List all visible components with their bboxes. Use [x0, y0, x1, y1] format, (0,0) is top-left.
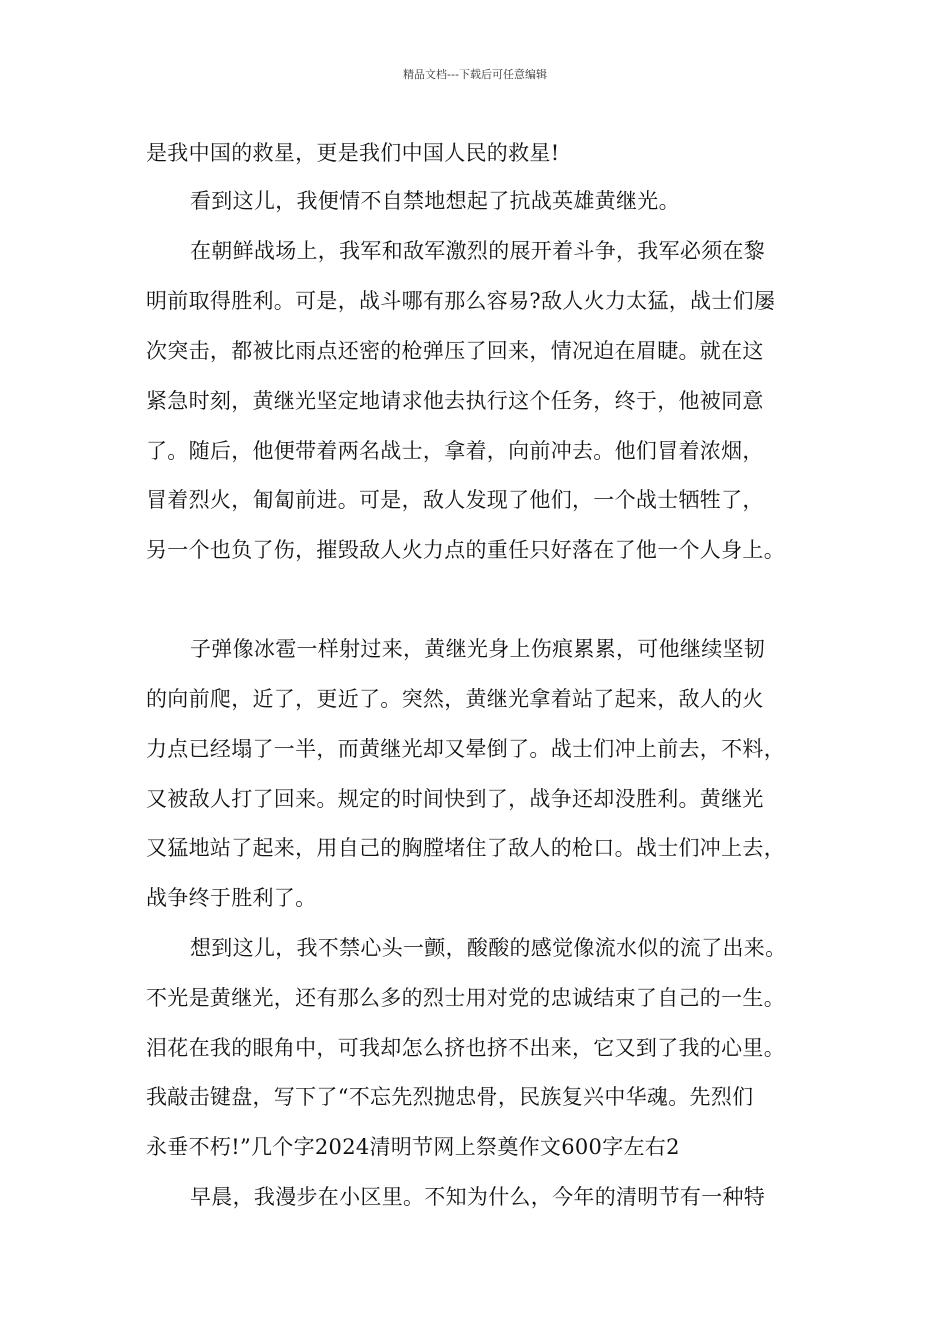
- text-line: 又被敌人打了回来。规定的时间快到了，战争还却没胜利。黄继光: [146, 787, 764, 811]
- text-line: 永垂不朽!”几个字2024清明节网上祭奠作文600字左右2: [146, 1135, 680, 1159]
- text-line: 力点已经塌了一半，而黄继光却又晕倒了。战士们冲上前去，不料，: [146, 737, 785, 761]
- text-line: 我敲击键盘，写下了“不忘先烈抛忠骨，民族复兴中华魂。先烈们: [146, 1085, 754, 1109]
- text-line: 另一个也负了伤，摧毁敌人火力点的重任只好落在了他一个人身上。: [146, 538, 785, 562]
- text-line: 子弹像冰雹一样射过来，黄继光身上伤痕累累，可他继续坚韧: [190, 637, 766, 661]
- text-line: 次突击，都被比雨点还密的枪弹压了回来，情况迫在眉睫。就在这: [146, 339, 764, 363]
- text-line: 在朝鲜战场上，我军和敌军激烈的展开着斗争，我军必须在黎: [190, 239, 766, 263]
- text-line: 紧急时刻，黄继光坚定地请求他去执行这个任务，终于，他被同意: [146, 389, 764, 413]
- text-line: 想到这儿，我不禁心头一颤，酸酸的感觉像流水似的流了出来。: [190, 936, 787, 960]
- text-line: 早晨，我漫步在小区里。不知为什么，今年的清明节有一种特: [190, 1185, 766, 1209]
- text-line: 泪花在我的眼角中，可我却怎么挤也挤不出来，它又到了我的心里。: [146, 1036, 785, 1060]
- text-line: 了。随后，他便带着两名战士，拿着，向前冲去。他们冒着浓烟，: [146, 439, 764, 463]
- page-header: 精品文档---下载后可任意编辑: [403, 68, 547, 81]
- text-line: 的向前爬，近了，更近了。突然，黄继光拿着站了起来，敌人的火: [146, 687, 764, 711]
- text-line: 又猛地站了起来，用自己的胸膛堵住了敌人的枪口。战士们冲上去，: [146, 836, 785, 860]
- text-line: 战争终于胜利了。: [146, 886, 317, 910]
- text-line: 是我中国的救星，更是我们中国人民的救星!: [146, 141, 560, 165]
- text-line: 冒着烈火，匍匐前进。可是，敌人发现了他们，一个战士牺牲了，: [146, 488, 764, 512]
- text-line: 不光是黄继光，还有那么多的烈士用对党的忠诚结束了自己的一生。: [146, 986, 785, 1010]
- text-line: 看到这儿，我便情不自禁地想起了抗战英雄黄继光。: [190, 189, 680, 213]
- text-line: 明前取得胜利。可是，战斗哪有那么容易?敌人火力太猛，战士们屡: [146, 289, 776, 313]
